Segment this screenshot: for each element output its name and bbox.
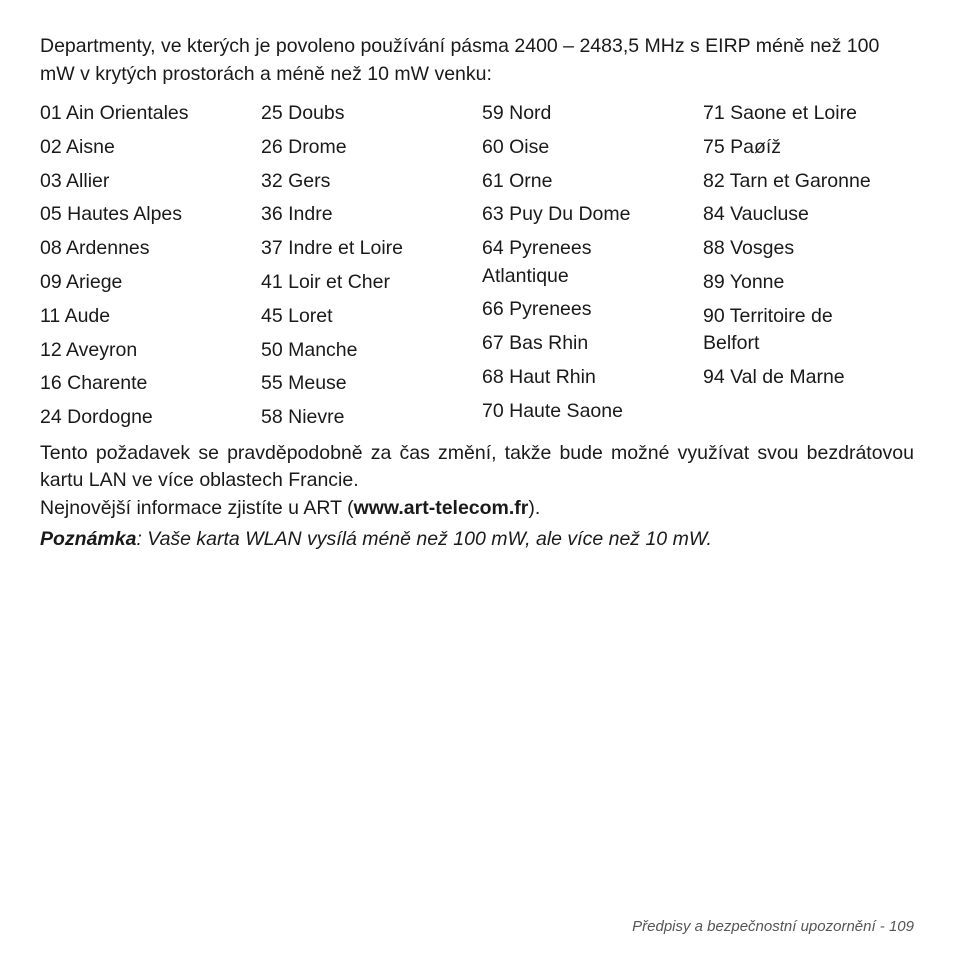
- note-label: Poznámka: [40, 528, 137, 551]
- department-item: 64 Pyrenees Atlantique: [482, 237, 592, 287]
- department-item: 36 Indre: [261, 203, 333, 226]
- department-list: [40, 100, 914, 438]
- department-item: 41 Loir et Cher: [261, 270, 390, 293]
- info-line: [40, 495, 914, 523]
- department-item: 25 Doubs: [261, 102, 345, 124]
- department-item: 37 Indre et Loire: [261, 237, 404, 260]
- department-item: 61 Orne: [482, 169, 553, 192]
- department-item: 12 Aveyron: [40, 338, 138, 361]
- department-item: 84 Vaucluse: [703, 203, 809, 226]
- department-item: 58 Nievre: [261, 406, 345, 429]
- department-item: 08 Ardennes: [40, 237, 150, 260]
- department-item: 26 Drome: [261, 135, 347, 158]
- document-page: [40, 32, 914, 554]
- department-item: 55 Meuse: [261, 372, 347, 395]
- department-item: 60 Oise: [482, 135, 550, 158]
- intro-paragraph: Departmenty, ve kterých je povoleno používání pásma 2400 – 2483,5 MHz s EIRP méně než 100 mW v krytých prostorách a méně než 10 mW venku:: [40, 35, 880, 85]
- department-item: 89 Yonne: [703, 270, 785, 293]
- department-item: 24 Dordogne: [40, 406, 153, 429]
- department-item: 45 Loret: [261, 304, 333, 327]
- department-item: 71 Saone et Loire: [703, 102, 857, 124]
- footer-section-title: Předpisy a bezpečnostní upozornění -: [632, 918, 889, 935]
- info-prefix: Nejnovější informace zjistíte u ART (: [40, 496, 354, 519]
- department-item: 11 Aude: [40, 304, 111, 327]
- department-item: 66 Pyrenees: [482, 298, 592, 321]
- info-suffix: ).: [528, 496, 541, 519]
- department-item: 75 Paøíž: [703, 135, 782, 158]
- department-column-4: [703, 100, 914, 438]
- department-item: 70 Haute Saone: [482, 399, 623, 422]
- department-item: 82 Tarn et Garonne: [703, 169, 871, 192]
- department-item: 68 Haut Rhin: [482, 366, 596, 389]
- change-notice-paragraph: Tento požadavek se pravděpodobně za čas změní, takže bude možné využívat svou bezdrátovou kartu LAN ve více oblastech Francie.: [40, 441, 914, 492]
- page-footer: [632, 918, 914, 935]
- note-paragraph: [40, 526, 914, 554]
- department-item: 03 Allier: [40, 169, 110, 192]
- department-item: 67 Bas Rhin: [482, 332, 589, 355]
- department-item: 88 Vosges: [703, 237, 795, 260]
- department-item: 05 Hautes Alpes: [40, 203, 183, 226]
- note-text: : Vaše karta WLAN vysílá méně než 100 mW, ale více než 10 mW.: [136, 528, 712, 551]
- department-item: 63 Puy Du Dome: [482, 203, 631, 226]
- department-item: 59 Nord: [482, 102, 552, 124]
- department-column-2: [261, 100, 482, 438]
- department-item: 90 Territoire de Belfort: [703, 304, 833, 355]
- department-column-1: [40, 100, 261, 438]
- department-item: 09 Ariege: [40, 270, 123, 293]
- department-item: 02 Aisne: [40, 135, 115, 158]
- department-item: 94 Val de Marne: [703, 366, 845, 389]
- department-item: 01 Ain Orientales: [40, 102, 189, 124]
- department-item: 16 Charente: [40, 372, 148, 395]
- department-column-3: [482, 100, 703, 438]
- department-item: 32 Gers: [261, 169, 331, 192]
- art-telecom-link[interactable]: www.art-telecom.fr: [353, 496, 529, 519]
- page-number: 109: [888, 918, 914, 935]
- department-item: 50 Manche: [261, 338, 358, 361]
